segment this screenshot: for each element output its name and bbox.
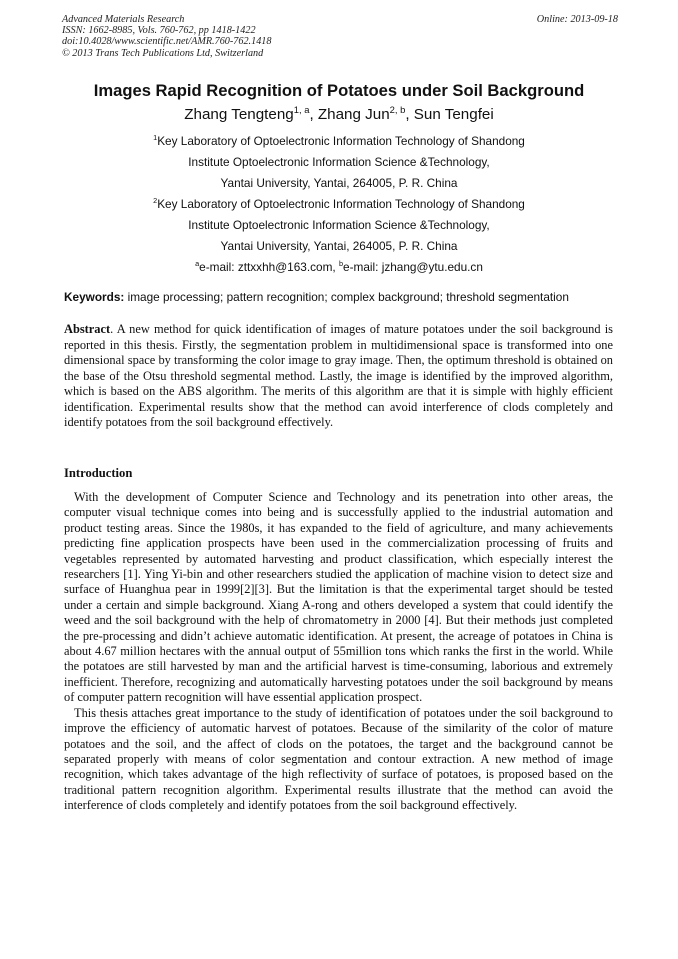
author-name: Zhang Tengteng bbox=[184, 106, 294, 123]
author-name: , Zhang Jun bbox=[309, 106, 390, 123]
affiliation-line: Yantai University, Yantai, 264005, P. R. China bbox=[220, 239, 458, 253]
paper-title: Images Rapid Recognition of Potatoes under Soil Background bbox=[93, 81, 585, 100]
keywords-label: Keywords: bbox=[64, 290, 125, 304]
affiliation-line bbox=[40, 194, 638, 215]
abstract-label: Abstract bbox=[64, 322, 111, 336]
affiliation-line: Yantai University, Yantai, 264005, P. R. China bbox=[220, 176, 458, 190]
paragraph: With the development of Computer Science and Technology and its penetration into other areas, the computer visual technique comes into being and is successfully applied to the industrial automation and product testing areas. Since the 1980s, it has expanded to the field of agriculture, and many achievements predicting fine application prospects have been used in the commercialization processing of fruits and vegetables represented by automated harvesting and product classification, which especially interest the researchers [1]. Ying Yi-bin and other researchers studied the application of machine vision to detect size and surface of Huanghua pear in 1999[2][3]. But the limitation is that the experimental target should be tested under a certain and simple background. Xiang A-rong and others developed a system that could identify the weed and the soil background with the help of chromatometry in 2000 [4]. But their methods just completed the pre-processing and didn’t achieve automatic identification. At present, the acreage of potatoes in China is about 4.67 million hectares with the annual output of 55million tons which ranks the first in the world. While the potatoes are still harvested by man and the artificial harvest is time-consuming, laborious and extremely inefficient. Therefore, recognizing and automatically harvesting potatoes under the soil background by means of computer pattern recognition will have essential application prospect. bbox=[64, 490, 613, 705]
introduction-body bbox=[64, 490, 613, 814]
journal-copyright: © 2013 Trans Tech Publications Ltd, Switzerland bbox=[62, 47, 264, 59]
journal-name: Advanced Materials Research bbox=[62, 14, 185, 25]
abstract bbox=[64, 322, 613, 431]
author-name: , Sun Tengfei bbox=[405, 106, 494, 123]
affiliation-text: Key Laboratory of Optoelectronic Information Technology of Shandong bbox=[157, 134, 525, 148]
section-heading: Introduction bbox=[64, 466, 133, 480]
online-date: Online: 2013-09-18 bbox=[536, 14, 618, 25]
email-superscript: a bbox=[195, 259, 200, 269]
affiliation-line bbox=[40, 131, 638, 152]
paragraph: This thesis attaches great importance to the study of identification of potatoes under the soil background to improve the efficiency of automatic harvest of potatoes. Because of the similarity of the color of mature potatoes and the soil, and the affect of clods on the potatoes, the target and the background cannot be separated properly with means of color segmentation and contour extraction. A new method of image recognition, which takes advantage of the high reflectivity of surface of potatoes, is proposed based on the traditional pattern recognition algorithm. Experimental results illustrate that the method can avoid the interference of clods completely and identify potatoes from the soil background effectively. bbox=[64, 705, 613, 813]
affiliation-superscript: 2 bbox=[153, 196, 158, 206]
affiliation-superscript: 1 bbox=[153, 133, 158, 143]
keywords-text: image processing; pattern recognition; complex background; threshold segmentation bbox=[124, 290, 569, 304]
affiliations bbox=[40, 131, 638, 278]
journal-header bbox=[62, 14, 618, 59]
affiliation-text: Key Laboratory of Optoelectronic Information Technology of Shandong bbox=[157, 197, 525, 211]
journal-doi: doi:10.4028/www.scientific.net/AMR.760-762.1418 bbox=[62, 36, 272, 48]
email-superscript: b bbox=[338, 259, 344, 269]
journal-issn: ISSN: 1662-8985, Vols. 760-762, pp 1418-1422 bbox=[62, 25, 256, 37]
author-superscript: 1, a bbox=[293, 103, 310, 115]
abstract-text: . A new method for quick identification of images of mature potatoes under the soil background is reported in this thesis. Firstly, the segmentation problem in multidimensional space is transformed into one dimensional space by transforming the color image to gray image. Then, the optimum threshold is obtained on the base of the Otsu threshold segmental method. Lastly, the image is identified by the improved algorithm, which is based on the ABS algorithm. The merits of this algorithm are that it is simple with highly efficient identification. Experimental results show that the method can avoid interference of clods completely and identify potatoes from the soil background effectively. bbox=[64, 322, 613, 429]
affiliation-line: Institute Optoelectronic Information Science &Technology, bbox=[188, 218, 490, 232]
affiliation-line: Institute Optoelectronic Information Science &Technology, bbox=[188, 155, 490, 169]
author-list bbox=[40, 105, 638, 125]
email-text: e-mail: jzhang@ytu.edu.cn bbox=[343, 260, 483, 274]
keywords bbox=[64, 290, 620, 305]
email-text: e-mail: zttxxhh@163.com, bbox=[199, 260, 339, 274]
journal-info bbox=[62, 14, 618, 59]
email-line bbox=[40, 257, 638, 278]
author-superscript: 2, b bbox=[389, 103, 406, 115]
